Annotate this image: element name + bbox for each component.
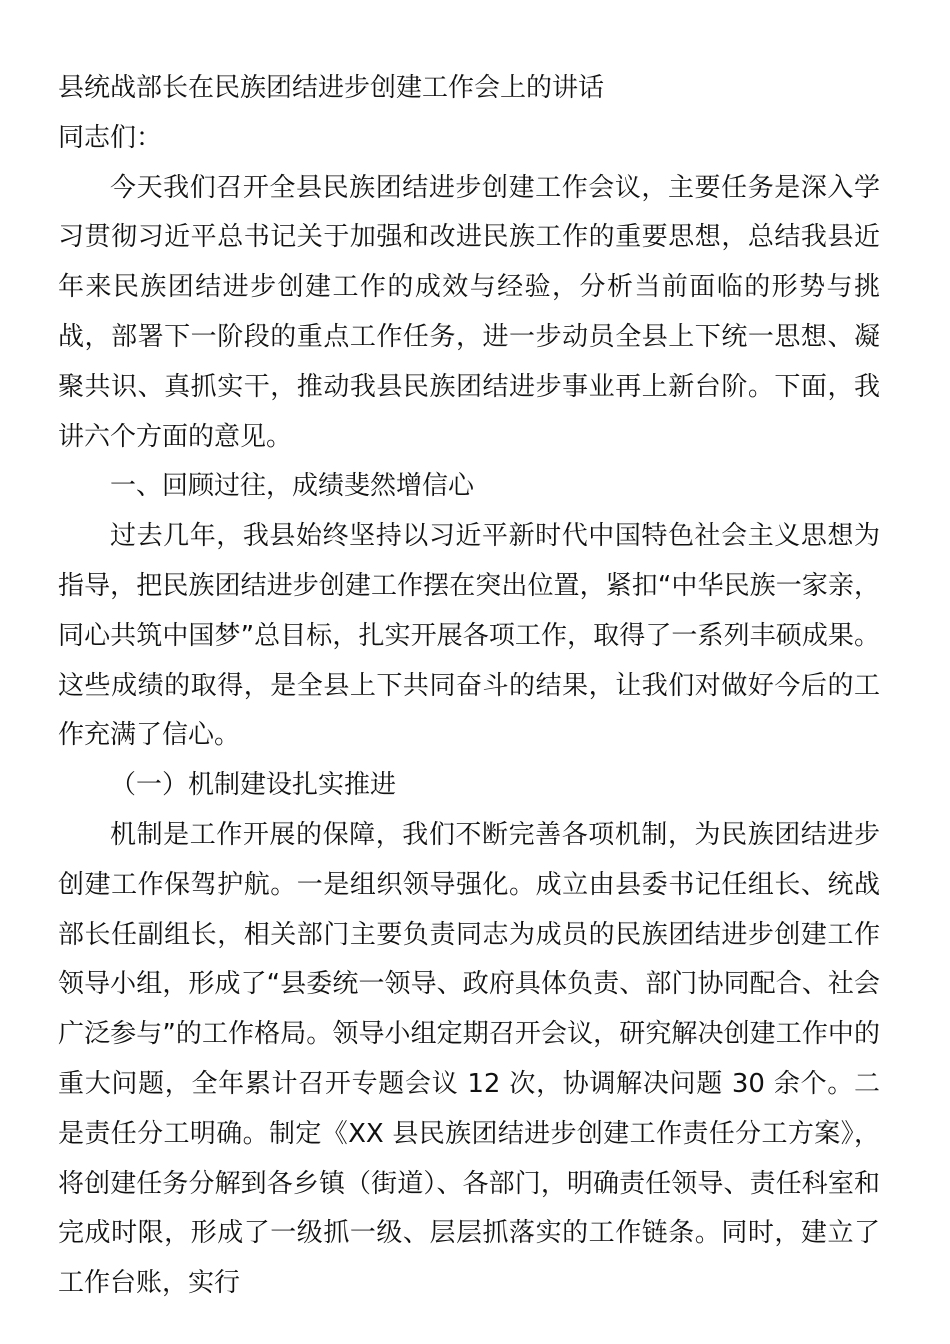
section-1-heading: 一、回顾过往，成绩斐然增信心 xyxy=(110,471,475,502)
section-1-paragraph: 过去几年，我县始终坚持以习近平新时代中国特色社会主义思想为指导，把民族团结进步创建工作摆在突出位置，紧扣“中华民族一家亲，同心共筑中国梦”总目标，扎实开展各项工作，取得了一系列丰硕成果。这些成绩的取得，是全县上下共同奋斗的结果，让我们对做好今后的工作充满了信心。 xyxy=(58,521,880,751)
salutation: 同志们： xyxy=(58,122,163,153)
subsection-1-heading: （一）机制建设扎实推进 xyxy=(110,770,397,801)
document-title: 县统战部长在民族团结进步创建工作会上的讲话 xyxy=(58,73,605,103)
document-page xyxy=(58,64,880,1309)
subsection-1-paragraph: 机制是工作开展的保障，我们不断完善各项机制，为民族团结进步创建工作保驾护航。一是组织领导强化。成立由县委书记任组长、统战部长任副组长，相关部门主要负责同志为成员的民族团结进步创建工作领导小组，形成了“县委统一领导、政府具体负责、部门协同配合、社会广泛参与”的工作格局。领导小组定期召开会议，研究解决创建工作中的重大问题，全年累计召开专题会议 12 次，协调解决问题 30 余个。二是责任分工明确。制定《XX 县民族团结进步创建工作责任分工方案》，将创建任务分解到各乡镇（街道）、各部门，明确责任领导、责任科室和完成时限，形成了一级抓一级、层层抓落实的工作链条。同时，建立了工作台账，实行 xyxy=(58,819,880,1299)
intro-paragraph: 今天我们召开全县民族团结进步创建工作会议，主要任务是深入学习贯彻习近平总书记关于加强和改进民族工作的重要思想，总结我县近年来民族团结进步创建工作的成效与经验，分析当前面临的形势与挑战，部署下一阶段的重点工作任务，进一步动员全县上下统一思想、凝聚共识、真抓实干，推动我县民族团结进步事业再上新台阶。下面，我讲六个方面的意见。 xyxy=(58,172,880,452)
